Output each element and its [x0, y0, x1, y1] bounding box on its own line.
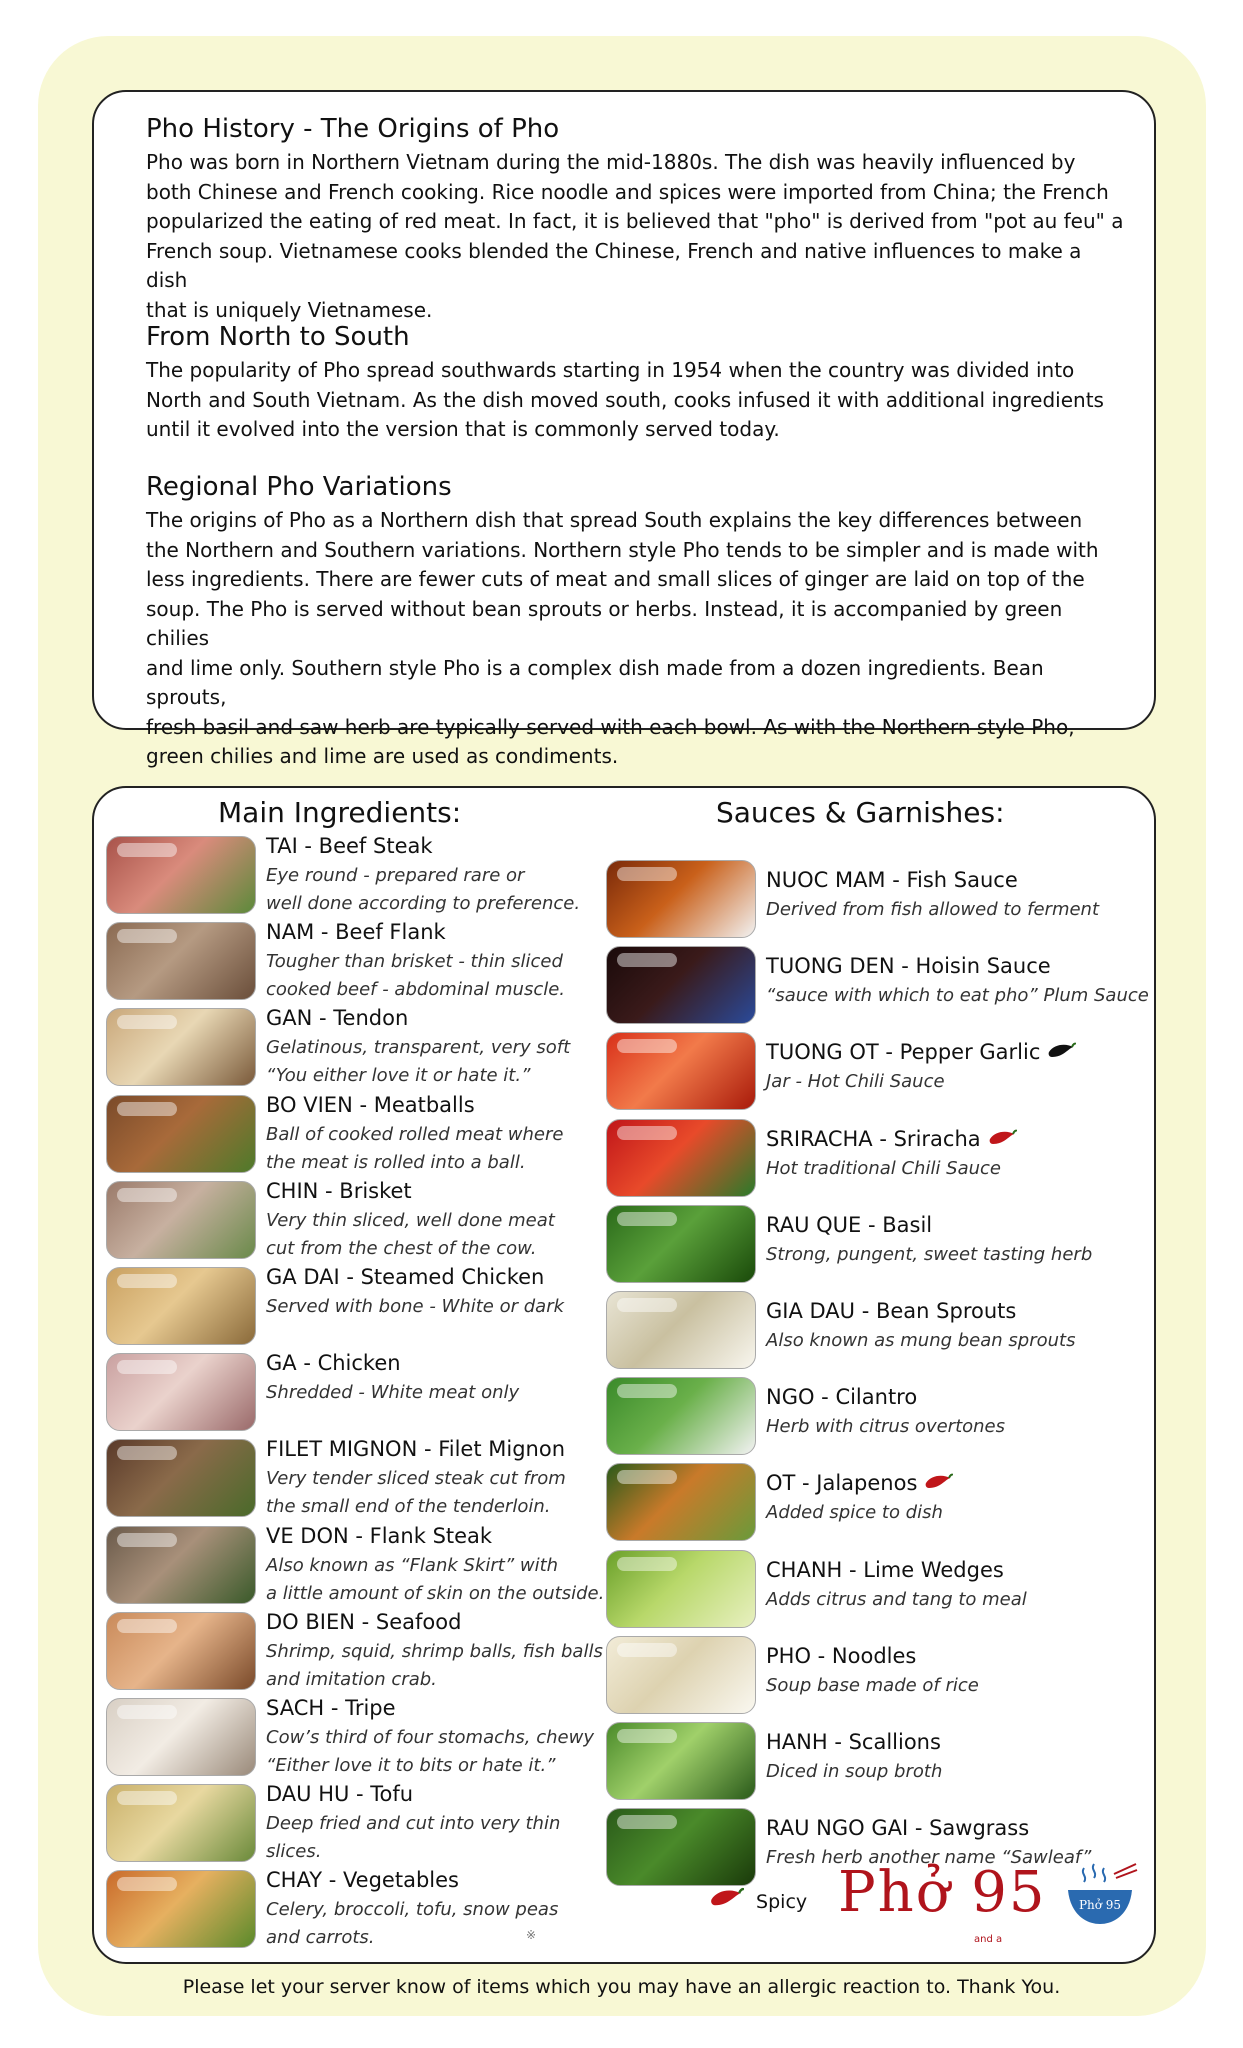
- chili-pepper-icon: [708, 1886, 744, 1910]
- description-line: Very thin sliced, well done meat: [266, 1209, 555, 1231]
- garnish-description: Soup base made of rice: [766, 1674, 979, 1696]
- description-line: Gelatinous, transparent, very soft: [266, 1037, 571, 1059]
- ingredient-name: SACH - Tripe: [266, 1696, 396, 1720]
- ingredient-name: TAI - Beef Steak: [266, 834, 433, 858]
- section-body-line: less ingredients. There are fewer cuts of meat and small slices of ginger are laid on top of the: [146, 567, 1085, 591]
- ingredient-description: [266, 1810, 560, 1866]
- description-line: the small end of the tenderloin.: [266, 1496, 551, 1518]
- garnish-description: Diced in soup broth: [766, 1761, 943, 1782]
- logo-text: Phở 95: [838, 1860, 1047, 1925]
- garnish-name: [766, 1644, 916, 1668]
- section-body-line: that is uniquely Vietnamese.: [146, 297, 433, 322]
- description-line: Very tender sliced steak cut from: [266, 1468, 566, 1490]
- item-photo: [606, 1808, 756, 1886]
- photo-highlight: [617, 867, 677, 881]
- garnish-description: Adds citrus and tang to meal: [766, 1588, 1027, 1610]
- ingredient-name: BO VIEN - Meatballs: [266, 1092, 475, 1117]
- chili-pepper-icon: [987, 1128, 1017, 1148]
- photo-highlight: [117, 1705, 177, 1719]
- ingredient-item: [106, 834, 586, 916]
- garnish-name: [766, 1299, 1016, 1323]
- photo-highlight: [617, 953, 677, 967]
- photo-highlight: [117, 1533, 177, 1547]
- garnish-description: Fresh herb another name “Sawleaf”: [766, 1847, 1092, 1869]
- ingredient-description: [266, 1465, 566, 1521]
- description-line: cut from the chest of the cow.: [266, 1237, 537, 1259]
- photo-highlight: [117, 1360, 177, 1374]
- garnish-name: [766, 954, 1051, 978]
- garnish-name-text: TUONG OT - Pepper Garlic: [766, 1040, 1041, 1065]
- garnish-name-text: HANH - Scallions: [766, 1730, 941, 1754]
- soup-bowl-icon: [1064, 1860, 1138, 1930]
- description-line: Shredded - White meat only: [266, 1382, 520, 1404]
- main-ingredients-title: Main Ingredients:: [218, 796, 462, 829]
- photo-highlight: [617, 1298, 677, 1312]
- section-heading: From North to South: [146, 322, 410, 352]
- ingredient-item: [106, 1093, 586, 1175]
- ingredient-item: [106, 1006, 586, 1088]
- garnish-name-text: GIA DAU - Bean Sprouts: [766, 1299, 1017, 1323]
- garnish-name-text: OT - Jalapenos: [766, 1471, 918, 1496]
- description-line: and imitation crab.: [266, 1668, 437, 1690]
- chili-pepper-icon: [923, 1472, 953, 1492]
- item-photo: [606, 1636, 756, 1714]
- ingredient-name: GAN - Tendon: [266, 1006, 409, 1031]
- section-body-line: soup. The Pho is served without bean sprouts or herbs. Instead, it is accompanied by green chilies: [146, 596, 1063, 650]
- ingredient-item: [106, 920, 586, 1002]
- garnish-name: [766, 1127, 1017, 1151]
- ingredient-item: [106, 1437, 586, 1519]
- section-body: [146, 356, 1126, 445]
- description-line: Served with bone - White or dark: [266, 1296, 565, 1317]
- garnish-name-text: SRIRACHA - Sriracha: [766, 1126, 981, 1151]
- description-line: Celery, broccoli, tofu, snow peas: [266, 1899, 559, 1921]
- garnish-item: [606, 1634, 1146, 1716]
- logo-subtext: and a: [974, 1934, 1003, 1945]
- garnish-name-text: RAU NGO GAI - Sawgrass: [766, 1816, 1030, 1841]
- ingredient-name: CHAY - Vegetables: [266, 1868, 459, 1893]
- description-line: Shrimp, squid, shrimp balls, fish balls: [266, 1640, 603, 1662]
- garnish-description: Hot traditional Chili Sauce: [766, 1157, 1002, 1179]
- photo-highlight: [117, 1619, 177, 1633]
- garnish-description: Herb with citrus overtones: [766, 1416, 1006, 1438]
- garnish-name: [766, 1213, 932, 1237]
- item-photo: [106, 1526, 256, 1604]
- garnish-name: [766, 1385, 917, 1409]
- photo-highlight: [617, 1212, 677, 1226]
- ingredient-item: [106, 1265, 586, 1347]
- section-body-line: until it evolved into the version that is commonly served today.: [146, 417, 780, 441]
- history-section: [146, 472, 1126, 772]
- item-photo: [606, 1377, 756, 1455]
- photo-highlight: [617, 1815, 677, 1829]
- sauces-garnishes-title: Sauces & Garnishes:: [716, 796, 1005, 829]
- garnish-name: [766, 1730, 941, 1754]
- section-body-line: popularized the eating of red meat. In fact, it is believed that "pho" is derived from "pot au feu" a: [146, 209, 1124, 233]
- garnish-item: [606, 944, 1149, 1026]
- photo-highlight: [617, 1384, 677, 1398]
- item-photo: [106, 1181, 256, 1259]
- item-photo: [106, 922, 256, 1000]
- photo-highlight: [117, 929, 177, 943]
- ingredient-description: [266, 1293, 564, 1321]
- garnish-name-text: NGO - Cilantro: [766, 1385, 918, 1410]
- description-line: Ball of cooked rolled meat where: [266, 1123, 564, 1145]
- ingredient-name: FILET MIGNON - Filet Mignon: [266, 1437, 566, 1462]
- section-body-line: French soup. Vietnamese cooks blended the Chinese, French and native influences to make a dish: [146, 238, 1082, 292]
- section-body-line: fresh basil and saw herb are typically served with each bowl. As with the Northern style Pho,: [146, 714, 1075, 739]
- garnish-item: [606, 1461, 1146, 1543]
- garnish-name-text: PHO - Noodles: [766, 1643, 917, 1668]
- photo-highlight: [617, 1470, 677, 1484]
- item-photo: [106, 1353, 256, 1431]
- garnish-item: [606, 1030, 1146, 1112]
- ingredient-description: [266, 862, 580, 918]
- ingredient-description: [266, 948, 565, 1004]
- item-photo: [106, 1612, 256, 1690]
- description-line: Deep fried and cut into very thin: [266, 1813, 561, 1835]
- section-body-line: North and South Vietnam. As the dish moved south, cooks infused it with additional ingredients: [146, 387, 1104, 412]
- item-photo: [606, 1722, 756, 1800]
- ingredients-card: [92, 786, 1156, 1964]
- description-line: and carrots.: [266, 1927, 375, 1949]
- garnish-item: [606, 1289, 1146, 1371]
- ingredient-description: [266, 1638, 603, 1694]
- garnish-item: [606, 858, 1146, 940]
- section-body-line: the Northern and Southern variations. Northern style Pho tends to be simpler and is made with: [146, 537, 1099, 562]
- description-line: “Either love it to bits or hate it.”: [266, 1755, 556, 1776]
- garnish-name-text: TUONG DEN - Hoisin Sauce: [766, 954, 1051, 979]
- description-line: Tougher than brisket - thin sliced: [266, 951, 563, 973]
- bowl-text: Phở 95: [1078, 1898, 1122, 1912]
- ingredient-item: [106, 1609, 603, 1692]
- ingredient-name: NAM - Beef Flank: [266, 920, 446, 945]
- garnish-name-text: RAU QUE - Basil: [766, 1212, 933, 1237]
- ingredient-item: [106, 1868, 586, 1950]
- description-line: a little amount of skin on the outside.: [266, 1582, 605, 1604]
- photo-highlight: [117, 1274, 177, 1288]
- garnish-item: [606, 1375, 1146, 1457]
- item-photo: [106, 1267, 256, 1345]
- spicy-legend: [702, 1886, 807, 1913]
- photo-highlight: [117, 1877, 177, 1891]
- garnish-name: [766, 868, 1018, 892]
- ingredient-item: [106, 1696, 594, 1778]
- description-line: Cow’s third of four stomachs, chewy: [266, 1727, 594, 1748]
- photo-highlight: [117, 1446, 177, 1460]
- ingredient-name: GA DAI - Steamed Chicken: [266, 1265, 545, 1289]
- ingredient-description: [266, 1034, 570, 1090]
- item-photo: [606, 1550, 756, 1628]
- garnish-description: “sauce with which to eat pho” Plum Sauce: [766, 985, 1149, 1007]
- description-line: well done according to preference.: [266, 893, 581, 914]
- item-photo: [106, 1698, 256, 1776]
- description-line: cooked beef - abdominal muscle.: [266, 979, 566, 1001]
- garnish-description: Strong, pungent, sweet tasting herb: [766, 1243, 1093, 1265]
- section-heading: Regional Pho Variations: [146, 472, 452, 502]
- item-photo: [606, 1119, 756, 1197]
- garnish-name: [766, 1816, 1029, 1840]
- item-photo: [606, 946, 756, 1024]
- ingredient-item: [106, 1523, 605, 1606]
- history-section: [146, 322, 1126, 445]
- description-line: Also known as “Flank Skirt” with: [266, 1554, 559, 1576]
- photo-highlight: [117, 1015, 177, 1029]
- spicy-legend-label: Spicy: [756, 1891, 808, 1913]
- section-body-line: green chilies and lime are used as condiments.: [146, 744, 619, 768]
- history-card: [92, 90, 1156, 768]
- photo-highlight: [117, 1791, 177, 1805]
- garnish-item: [606, 1548, 1146, 1630]
- item-photo: [606, 860, 756, 938]
- chili-pepper-icon: [1046, 1041, 1076, 1061]
- item-photo: [106, 1784, 256, 1862]
- ingredient-description: [266, 1724, 594, 1780]
- item-photo: [606, 1032, 756, 1110]
- ingredient-description: [266, 1896, 558, 1952]
- item-photo: [606, 1291, 756, 1369]
- section-heading: Pho History - The Origins of Pho: [146, 114, 560, 144]
- section-body-line: and lime only. Southern style Pho is a complex dish made from a dozen ingredients. Bean sprouts,: [146, 655, 1044, 709]
- item-photo: [606, 1463, 756, 1541]
- ingredient-description: [266, 1552, 604, 1608]
- description-line: “You either love it or hate it.”: [266, 1065, 531, 1087]
- garnish-name-text: NUOC MAM - Fish Sauce: [766, 868, 1018, 892]
- garnish-description: Jar - Hot Chili Sauce: [766, 1071, 945, 1093]
- photo-highlight: [117, 843, 177, 857]
- description-line: slices.: [266, 1841, 322, 1863]
- ingredient-description: [266, 1121, 563, 1177]
- description-line: the meat is rolled into a ball.: [266, 1151, 526, 1173]
- ingredient-name: DO BIEN - Seafood: [266, 1609, 462, 1634]
- garnish-description: Added spice to dish: [766, 1502, 943, 1524]
- ingredient-name: GA - Chicken: [266, 1351, 401, 1376]
- garnish-item: [606, 1720, 1146, 1802]
- section-body: [146, 506, 1126, 772]
- ingredient-item: [106, 1782, 586, 1864]
- garnish-item: [606, 1203, 1146, 1285]
- pho95-logo: [838, 1860, 1138, 1960]
- ingredient-item: [106, 1179, 586, 1261]
- ingredient-name: DAU HU - Tofu: [266, 1782, 414, 1807]
- ingredient-name: CHIN - Brisket: [266, 1178, 412, 1203]
- garnish-name: [766, 1040, 1076, 1064]
- item-photo: [606, 1205, 756, 1283]
- photo-highlight: [617, 1126, 677, 1140]
- section-body: [146, 148, 1126, 325]
- photo-highlight: [617, 1729, 677, 1743]
- photo-highlight: [617, 1039, 677, 1053]
- item-photo: [106, 1870, 256, 1948]
- section-body-line: The popularity of Pho spread southwards starting in 1954 when the country was divided into: [146, 358, 1075, 382]
- garnish-description: Derived from fish allowed to ferment: [766, 899, 1100, 920]
- section-body-line: Pho was born in Northern Vietnam during the mid-1880s. The dish was heavily influenced by: [146, 150, 1076, 174]
- photo-highlight: [617, 1557, 677, 1571]
- garnish-name: [766, 1558, 1004, 1582]
- section-body-line: The origins of Pho as a Northern dish that spread South explains the key differences between: [146, 508, 1083, 532]
- allergy-notice: Please let your server know of items which you may have an allergic reaction to. Thank You.: [182, 1976, 1061, 1998]
- ingredient-name: VE DON - Flank Steak: [266, 1523, 493, 1548]
- garnish-name: [766, 1471, 953, 1495]
- item-photo: [106, 1095, 256, 1173]
- history-section: [146, 114, 1126, 325]
- description-line: Eye round - prepared rare or: [266, 865, 525, 886]
- ingredient-description: [266, 1379, 519, 1407]
- garnish-description: Also known as mung bean sprouts: [766, 1330, 1076, 1351]
- item-photo: [106, 1439, 256, 1517]
- photo-highlight: [117, 1188, 177, 1202]
- ingredient-item: [106, 1351, 586, 1433]
- item-photo: [106, 836, 256, 914]
- ingredient-description: [266, 1207, 555, 1263]
- garnish-name-text: CHANH - Lime Wedges: [766, 1557, 1004, 1582]
- photo-highlight: [617, 1643, 677, 1657]
- photo-highlight: [117, 1102, 177, 1116]
- item-photo: [106, 1008, 256, 1086]
- garnish-item: [606, 1117, 1146, 1199]
- footnote-mark: ※: [526, 1928, 537, 1942]
- section-body-line: both Chinese and French cooking. Rice noodle and spices were imported from China; the French: [146, 179, 1109, 204]
